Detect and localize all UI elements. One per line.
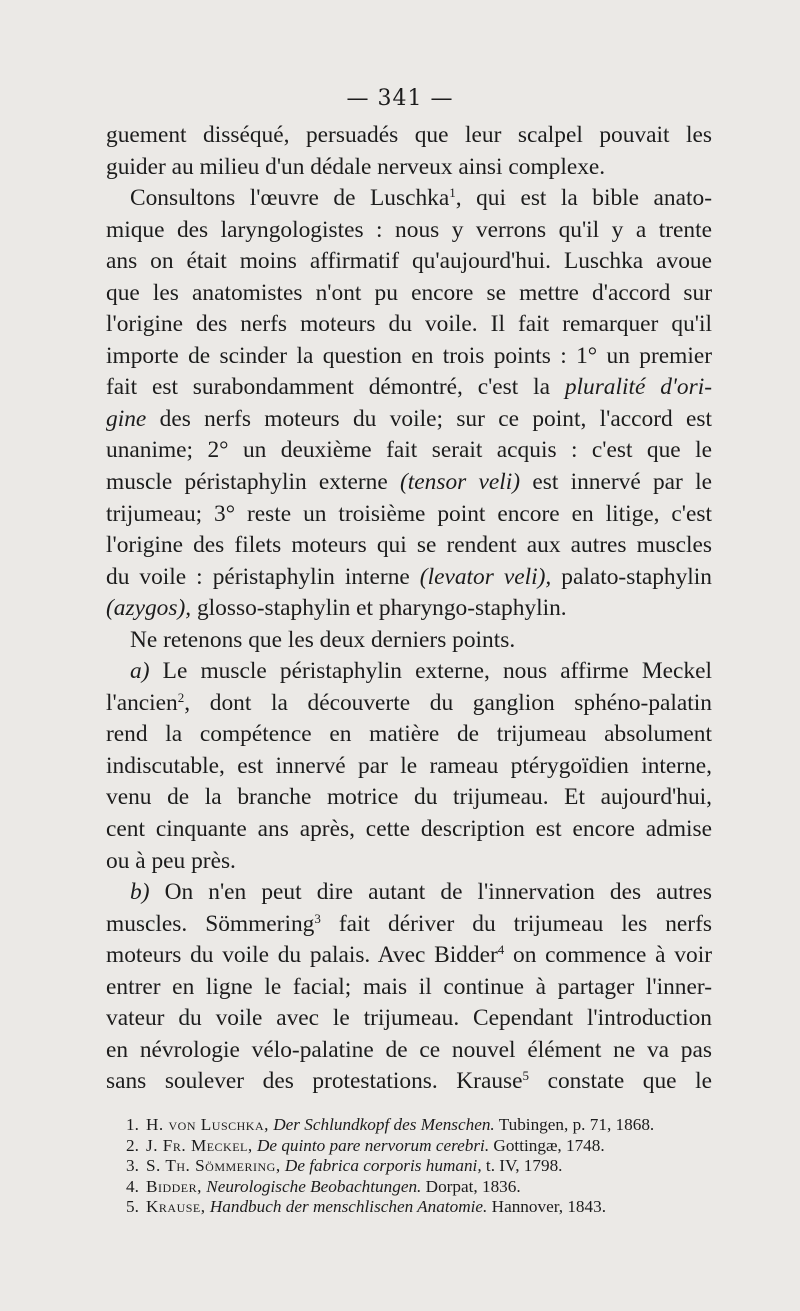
footnote-author: S. Th. Sömmering, [146, 1156, 281, 1176]
footnote-author: H. von Luschka, [146, 1115, 269, 1134]
footnotes [126, 1115, 716, 1218]
item-label-b: b) [130, 879, 150, 906]
footnote-ref-2[interactable]: 2 [177, 689, 185, 705]
italic-term: gine [106, 405, 147, 432]
text-line: a) Le muscle péristaphylin externe, nous affirme Meckel [130, 658, 712, 685]
text-line: l'ancien$^2$, dont la découverte du ganglion sphéno-palatin [106, 689, 712, 716]
text-line: trijumeau; 3° reste un troisième point encore en litige, c'est [106, 500, 712, 527]
text-line: muscle péristaphylin externe (tensor veli) est innervé par le [106, 469, 712, 496]
text-line: (azygos), glosso-staphylin et pharyngo-staphylin. [106, 595, 567, 622]
text-line: b) On n'en peut dire autant de l'innervation des autres [130, 879, 712, 906]
footnote-title: Neurologische Beobachtungen. [206, 1176, 422, 1196]
footnote-title: Handbuch der menschlischen Anatomie. [209, 1197, 488, 1217]
italic-term: (tensor veli) [400, 469, 521, 496]
text-line: ans on était moins affirmatif qu'aujourd'hui. Luschka avoue [106, 248, 712, 275]
footnote-author: Bidder, [146, 1176, 202, 1196]
text-line: Consultons l'œuvre de Luschka$^1$, qui est la bible anato- [130, 185, 712, 212]
footnote-title: De quinto pare nervorum cerebri. [256, 1135, 490, 1155]
body-text [106, 120, 712, 1098]
page-number: — 341 — [346, 86, 454, 111]
footnote-2: 2. J. Fr. Meckel, De quinto pare nervorum cerebri. Gottingæ, 1748. [126, 1135, 605, 1155]
text-line: importe de scinder la question en trois points : 1° un premier [106, 342, 712, 369]
text-line: que les anatomistes n'ont pu encore se mettre d'accord sur [106, 279, 712, 306]
footnote-title: De fabrica corporis humani, [284, 1156, 482, 1176]
footnote-3: 3. S. Th. Sömmering, De fabrica corporis humani, t. IV, 1798. [126, 1156, 563, 1176]
footnote-ref-4[interactable]: 4 [497, 942, 505, 958]
text-line: muscles. Sömmering$^3$ fait dériver du trijumeau les nerfs [106, 910, 712, 937]
text-line: indiscutable, est innervé par le rameau ptérygoïdien interne, [106, 752, 712, 779]
text-line: unanime; 2° un deuxième fait serait acquis : c'est que le [106, 437, 712, 464]
text-line: l'origine des filets moteurs qui se rendent aux autres muscles [106, 532, 712, 559]
text-line: fait est surabondamment démontré, c'est la pluralité d'ori- [106, 374, 712, 401]
footnote-1: 1. H. von Luschka, Der Schlundkopf des Menschen. Tubingen, p. 71, 1868. [126, 1115, 655, 1134]
italic-term: (levator veli), [419, 563, 552, 590]
text-line: rend la compétence en matière de trijumeau absolument [106, 721, 712, 748]
italic-term: (azygos), [106, 595, 192, 622]
text-line: venu de la branche motrice du trijumeau. Et aujourd'hui, [106, 784, 712, 811]
text-line: guider au milieu d'un dédale nerveux ainsi complexe. [106, 153, 606, 180]
text-line: moteurs du voile du palais. Avec Bidder$^4$ on commence à voir [106, 942, 712, 969]
text-line: mique des laryngologistes : nous y verrons qu'il y a trente [106, 216, 712, 243]
text-line: sans soulever des protestations. Krause$^5$ constate que le [106, 1068, 712, 1095]
text-line: en névrologie vélo-palatine de ce nouvel élément ne va pas [106, 1036, 712, 1063]
footnote-title: Der Schlundkopf des Menschen. [273, 1115, 495, 1134]
text-line: ou à peu près. [106, 847, 236, 874]
text-line: entrer en ligne le facial; mais il continue à partager l'inner- [106, 973, 712, 1000]
text-line: gine des nerfs moteurs du voile; sur ce point, l'accord est [106, 405, 712, 432]
footnote-author: Krause, [146, 1197, 206, 1217]
text-line: cent cinquante ans après, cette description est encore admise [106, 816, 712, 843]
text-line: l'origine des nerfs moteurs du voile. Il fait remarquer qu'il [106, 311, 712, 338]
text-line: vateur du voile avec le trijumeau. Cependant l'introduction [106, 1005, 712, 1032]
footnote-author: J. Fr. Meckel, [146, 1135, 253, 1155]
text-line: du voile : péristaphylin interne (levator veli), palato-staphylin [106, 563, 712, 590]
footnote-ref-3[interactable]: 3 [314, 910, 321, 926]
footnote-4: 4. Bidder, Neurologische Beobachtungen. Dorpat, 1836. [126, 1176, 521, 1196]
footnote-5: 5. Krause, Handbuch der menschlischen Anatomie. Hannover, 1843. [126, 1197, 607, 1217]
footnote-ref-5[interactable]: 5 [522, 1068, 530, 1084]
text-line: Ne retenons que les deux derniers points. [130, 626, 516, 653]
text-line: guement disséqué, persuadés que leur scalpel pouvait les [106, 122, 712, 148]
item-label-a: a) [130, 658, 150, 685]
italic-term: pluralité d'ori- [564, 374, 712, 401]
footnote-ref-1[interactable]: 1 [449, 185, 456, 201]
